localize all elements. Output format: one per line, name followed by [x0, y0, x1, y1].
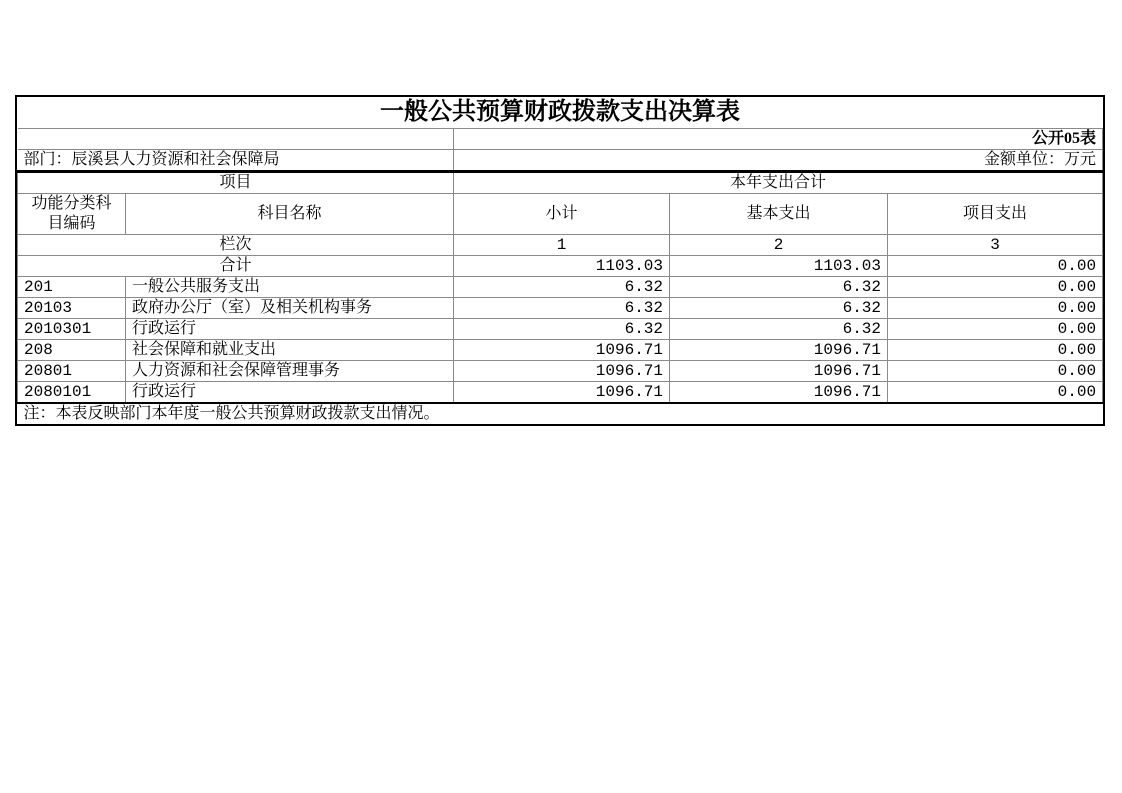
table-row	[18, 339, 1103, 360]
unit-label: 金额单位：万元	[454, 149, 1103, 171]
lanci-label: 栏次	[18, 234, 454, 255]
row-name: 社会保障和就业支出	[126, 339, 454, 360]
title-row	[18, 97, 1103, 128]
row-basic: 1096.71	[670, 339, 888, 360]
row-code: 20103	[18, 297, 126, 318]
sheet-label: 公开05表	[454, 128, 1103, 149]
header-year-total-group: 本年支出合计	[454, 171, 1103, 193]
table-row	[18, 360, 1103, 381]
row-project: 0.00	[888, 360, 1103, 381]
row-code: 208	[18, 339, 126, 360]
header-function-code-line1: 功能分类科	[31, 194, 112, 212]
row-code: 201	[18, 276, 126, 297]
row-code: 2080101	[18, 381, 126, 403]
table-row	[18, 381, 1103, 403]
budget-report-sheet	[15, 95, 1105, 426]
table-row	[18, 276, 1103, 297]
column-header-row	[18, 193, 1103, 234]
row-code: 20801	[18, 360, 126, 381]
row-subtotal: 6.32	[454, 318, 670, 339]
column-index-row	[18, 234, 1103, 255]
header-function-code	[18, 193, 126, 234]
row-code: 2010301	[18, 318, 126, 339]
total-subtotal: 1103.03	[454, 255, 670, 276]
header-subject-name: 科目名称	[126, 193, 454, 234]
table-row	[18, 297, 1103, 318]
total-row	[18, 255, 1103, 276]
row-basic: 1096.71	[670, 360, 888, 381]
note-row	[18, 403, 1103, 424]
row-project: 0.00	[888, 276, 1103, 297]
row-subtotal: 6.32	[454, 297, 670, 318]
row-subtotal: 1096.71	[454, 339, 670, 360]
row-project: 0.00	[888, 381, 1103, 403]
row-name: 一般公共服务支出	[126, 276, 454, 297]
lanci-col-3: 3	[888, 234, 1103, 255]
row-basic: 6.32	[670, 276, 888, 297]
row-subtotal: 1096.71	[454, 381, 670, 403]
table-row	[18, 318, 1103, 339]
lanci-col-1: 1	[454, 234, 670, 255]
row-project: 0.00	[888, 297, 1103, 318]
row-basic: 6.32	[670, 297, 888, 318]
department-row	[18, 149, 1103, 171]
spacer-cell	[18, 128, 454, 149]
group-header-row	[18, 171, 1103, 193]
sheet-label-row	[18, 128, 1103, 149]
row-name: 政府办公厅（室）及相关机构事务	[126, 297, 454, 318]
total-project: 0.00	[888, 255, 1103, 276]
total-basic: 1103.03	[670, 255, 888, 276]
row-project: 0.00	[888, 339, 1103, 360]
row-project: 0.00	[888, 318, 1103, 339]
row-name: 行政运行	[126, 318, 454, 339]
row-name: 人力资源和社会保障管理事务	[126, 360, 454, 381]
header-subtotal: 小计	[454, 193, 670, 234]
lanci-col-2: 2	[670, 234, 888, 255]
department-label: 部门：辰溪县人力资源和社会保障局	[18, 149, 454, 171]
table-note: 注：本表反映部门本年度一般公共预算财政拨款支出情况。	[18, 403, 1103, 424]
row-basic: 1096.71	[670, 381, 888, 403]
row-name: 行政运行	[126, 381, 454, 403]
header-project-group: 项目	[18, 171, 454, 193]
header-function-code-line2: 目编码	[47, 214, 96, 232]
row-basic: 6.32	[670, 318, 888, 339]
header-basic-expense: 基本支出	[670, 193, 888, 234]
row-subtotal: 1096.71	[454, 360, 670, 381]
total-label: 合计	[18, 255, 454, 276]
row-subtotal: 6.32	[454, 276, 670, 297]
page-title: 一般公共预算财政拨款支出决算表	[18, 97, 1103, 128]
budget-table	[17, 97, 1103, 424]
header-project-expense: 项目支出	[888, 193, 1103, 234]
